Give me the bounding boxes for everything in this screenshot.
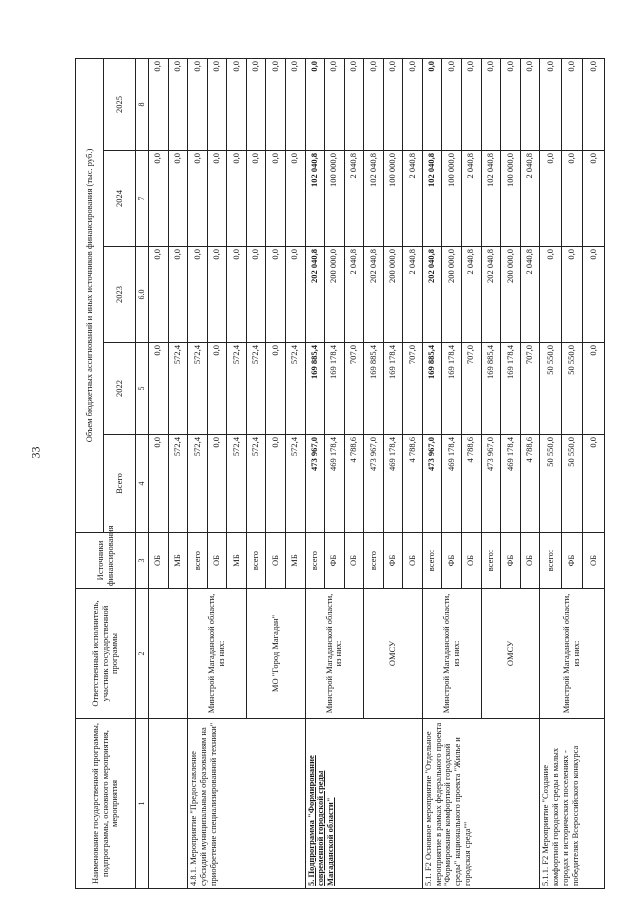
page-number: 33: [28, 446, 43, 459]
year-value-cell: 0,0: [149, 343, 169, 435]
column-index: 4: [136, 435, 149, 533]
total-value-cell: 469 178,4: [325, 435, 345, 533]
year-value-cell: 0,0: [207, 343, 227, 435]
year-value-cell: 2 040,8: [520, 247, 540, 343]
year-value-cell: 202 040,8: [364, 247, 384, 343]
total-value-cell: 50 550,0: [561, 435, 582, 533]
source-cell: ОБ: [520, 533, 540, 589]
total-value-cell: 0,0: [266, 435, 286, 533]
year-value-cell: 169 885,4: [305, 343, 325, 435]
total-value-cell: 469 178,4: [501, 435, 521, 533]
responsible-cell: ОМСУ: [481, 589, 540, 719]
source-cell: ОБ: [207, 533, 227, 589]
header-year: 2022: [104, 343, 136, 435]
year-value-cell: 0,0: [227, 247, 247, 343]
total-value-cell: 572,4: [246, 435, 266, 533]
year-value-cell: 0,0: [540, 58, 561, 150]
table-row: [188, 58, 208, 888]
total-value-cell: 4 788,6: [403, 435, 423, 533]
year-value-cell: 572,4: [168, 343, 188, 435]
table-row: [305, 58, 325, 888]
year-value-cell: 0,0: [266, 58, 286, 150]
year-value-cell: 200 000,0: [325, 247, 345, 343]
year-value-cell: 100 000,0: [442, 151, 462, 247]
source-cell: всего: [188, 533, 208, 589]
year-value-cell: 2 040,8: [462, 151, 482, 247]
column-index: 6.0: [136, 247, 149, 343]
source-cell: ФБ: [501, 533, 521, 589]
header-year: 2023: [104, 247, 136, 343]
year-value-cell: 169 178,4: [442, 343, 462, 435]
year-value-cell: 102 040,8: [305, 151, 325, 247]
year-value-cell: 0,0: [266, 247, 286, 343]
year-value-cell: 0,0: [561, 151, 582, 247]
year-value-cell: 0,0: [149, 58, 169, 150]
source-cell: ФБ: [442, 533, 462, 589]
table-row: [540, 58, 561, 888]
year-value-cell: 0,0: [561, 247, 582, 343]
program-name-cell: 5. Подпрограмма "Формирование современной городской среды Магаданской области": [305, 719, 422, 889]
year-value-cell: 0,0: [246, 247, 266, 343]
year-value-cell: 572,4: [246, 343, 266, 435]
year-value-cell: 0,0: [285, 58, 305, 150]
year-value-cell: 0,0: [403, 58, 423, 150]
year-value-cell: 707,0: [520, 343, 540, 435]
year-value-cell: 0,0: [188, 247, 208, 343]
year-value-cell: 0,0: [149, 247, 169, 343]
year-value-cell: 0,0: [583, 58, 605, 150]
year-value-cell: 100 000,0: [383, 151, 403, 247]
responsible-cell: [149, 589, 188, 719]
year-value-cell: 0,0: [383, 58, 403, 150]
year-value-cell: 0,0: [344, 58, 364, 150]
year-value-cell: 100 000,0: [501, 151, 521, 247]
year-value-cell: 707,0: [344, 343, 364, 435]
header-year: 2025: [104, 58, 136, 150]
source-cell: всего:: [422, 533, 442, 589]
column-index: 8: [136, 58, 149, 150]
year-value-cell: 0,0: [481, 58, 501, 150]
year-value-cell: 707,0: [462, 343, 482, 435]
year-value-cell: 169 885,4: [422, 343, 442, 435]
year-value-cell: 102 040,8: [364, 151, 384, 247]
program-name-cell: 5.1.1. F2 Мероприятие "Создание комфортной городской среды в малых городах и исторических поселениях - победителях Всероссийского конкурса: [540, 719, 605, 889]
responsible-cell: Минстрой Магаданской области, из них:: [422, 589, 481, 719]
column-index: 1: [136, 719, 149, 889]
year-value-cell: 202 040,8: [422, 247, 442, 343]
year-value-cell: 707,0: [403, 343, 423, 435]
year-value-cell: 2 040,8: [462, 247, 482, 343]
source-cell: всего: [305, 533, 325, 589]
year-value-cell: 0,0: [207, 151, 227, 247]
header-responsible: Ответственный исполнитель, участник государственной программы: [76, 589, 136, 719]
year-value-cell: 169 178,4: [325, 343, 345, 435]
year-value-cell: 572,4: [285, 343, 305, 435]
year-value-cell: 0,0: [246, 151, 266, 247]
source-cell: ФБ: [561, 533, 582, 589]
year-value-cell: 169 178,4: [383, 343, 403, 435]
year-value-cell: 200 000,0: [383, 247, 403, 343]
total-value-cell: 0,0: [583, 435, 605, 533]
year-value-cell: 0,0: [188, 151, 208, 247]
year-value-cell: 202 040,8: [481, 247, 501, 343]
year-value-cell: 0,0: [561, 58, 582, 150]
year-value-cell: 0,0: [364, 58, 384, 150]
year-value-cell: 0,0: [168, 151, 188, 247]
column-index: 5: [136, 343, 149, 435]
responsible-cell: МО "Город Магадан": [246, 589, 305, 719]
source-cell: ОБ: [344, 533, 364, 589]
year-value-cell: 2 040,8: [403, 247, 423, 343]
source-cell: всего: [364, 533, 384, 589]
year-value-cell: 0,0: [266, 151, 286, 247]
total-value-cell: 0,0: [149, 435, 169, 533]
year-value-cell: 2 040,8: [344, 247, 364, 343]
year-value-cell: 202 040,8: [305, 247, 325, 343]
header-total: Всего: [104, 435, 136, 533]
year-value-cell: 50 550,0: [540, 343, 561, 435]
source-cell: ОБ: [462, 533, 482, 589]
header-financing-group: Объем бюджетных ассигнований и иных источников финансирования (тыс. руб.): [76, 58, 104, 532]
year-value-cell: 572,4: [188, 343, 208, 435]
source-cell: МБ: [285, 533, 305, 589]
rotated-page-content: [75, 59, 605, 889]
column-index: 3: [136, 533, 149, 589]
year-value-cell: 0,0: [583, 151, 605, 247]
year-value-cell: 0,0: [285, 247, 305, 343]
responsible-cell: Минстрой Магаданской области, из них:: [188, 589, 247, 719]
total-value-cell: 4 788,6: [344, 435, 364, 533]
year-value-cell: 50 550,0: [561, 343, 582, 435]
header-year: 2024: [104, 151, 136, 247]
year-value-cell: 169 885,4: [481, 343, 501, 435]
responsible-cell: ОМСУ: [364, 589, 423, 719]
source-cell: всего: [246, 533, 266, 589]
year-value-cell: 0,0: [583, 247, 605, 343]
financing-table: [75, 58, 605, 889]
year-value-cell: 2 040,8: [520, 151, 540, 247]
year-value-cell: 200 000,0: [442, 247, 462, 343]
source-cell: ОБ: [266, 533, 286, 589]
total-value-cell: 4 788,6: [520, 435, 540, 533]
total-value-cell: 473 967,0: [364, 435, 384, 533]
year-value-cell: 0,0: [285, 151, 305, 247]
column-index: 7: [136, 151, 149, 247]
total-value-cell: 572,4: [168, 435, 188, 533]
year-value-cell: 169 178,4: [501, 343, 521, 435]
source-cell: ОБ: [149, 533, 169, 589]
total-value-cell: 572,4: [285, 435, 305, 533]
header-source: Источники финансирования: [76, 533, 136, 589]
responsible-cell: Минстрой Магаданской области, из них:: [305, 589, 364, 719]
table-row: [149, 58, 169, 888]
year-value-cell: 0,0: [188, 58, 208, 150]
source-cell: МБ: [168, 533, 188, 589]
total-value-cell: 50 550,0: [540, 435, 561, 533]
table-row: [422, 58, 442, 888]
total-value-cell: 469 178,4: [383, 435, 403, 533]
source-cell: ОБ: [403, 533, 423, 589]
year-value-cell: 0,0: [168, 58, 188, 150]
year-value-cell: 102 040,8: [422, 151, 442, 247]
year-value-cell: 0,0: [266, 343, 286, 435]
program-name-cell: 4.8.1. Мероприятие "Предоставление субсидий муниципальным образованиям на приобретение специализированной техники": [188, 719, 305, 889]
year-value-cell: 102 040,8: [481, 151, 501, 247]
source-cell: всего:: [481, 533, 501, 589]
year-value-cell: 0,0: [207, 247, 227, 343]
year-value-cell: 100 000,0: [325, 151, 345, 247]
year-value-cell: 0,0: [207, 58, 227, 150]
column-index-row: [136, 58, 149, 888]
source-cell: ФБ: [325, 533, 345, 589]
year-value-cell: 0,0: [583, 343, 605, 435]
total-value-cell: 473 967,0: [422, 435, 442, 533]
year-value-cell: 200 000,0: [501, 247, 521, 343]
source-cell: ФБ: [383, 533, 403, 589]
year-value-cell: 0,0: [246, 58, 266, 150]
total-value-cell: 473 967,0: [481, 435, 501, 533]
year-value-cell: 0,0: [227, 151, 247, 247]
year-value-cell: 169 885,4: [364, 343, 384, 435]
source-cell: ОБ: [583, 533, 605, 589]
source-cell: всего:: [540, 533, 561, 589]
year-value-cell: 2 040,8: [403, 151, 423, 247]
year-value-cell: 0,0: [462, 58, 482, 150]
year-value-cell: 0,0: [149, 151, 169, 247]
total-value-cell: 572,4: [227, 435, 247, 533]
source-cell: МБ: [227, 533, 247, 589]
year-value-cell: 2 040,8: [344, 151, 364, 247]
year-value-cell: 0,0: [442, 58, 462, 150]
program-name-cell: [149, 719, 188, 889]
year-value-cell: 0,0: [305, 58, 325, 150]
year-value-cell: 0,0: [168, 247, 188, 343]
total-value-cell: 4 788,6: [462, 435, 482, 533]
year-value-cell: 572,4: [227, 343, 247, 435]
responsible-cell: Минстрой Магаданской области, из них:: [540, 589, 605, 719]
total-value-cell: 572,4: [188, 435, 208, 533]
year-value-cell: 0,0: [227, 58, 247, 150]
year-value-cell: 0,0: [501, 58, 521, 150]
year-value-cell: 0,0: [520, 58, 540, 150]
year-value-cell: 0,0: [540, 151, 561, 247]
total-value-cell: 473 967,0: [305, 435, 325, 533]
total-value-cell: 469 178,4: [442, 435, 462, 533]
header-name: Наименование государственной программы, подпрограммы, основного мероприятия, мероприятия: [76, 719, 136, 889]
column-index: 2: [136, 589, 149, 719]
year-value-cell: 0,0: [422, 58, 442, 150]
year-value-cell: 0,0: [325, 58, 345, 150]
program-name-cell: 5.1. F2 Основное мероприятие "Отдельное мероприятие в рамках федерального проекта "Формирование комфортной городской среды" национального проекта "Жилье и городская среда"": [422, 719, 539, 889]
total-value-cell: 0,0: [207, 435, 227, 533]
year-value-cell: 0,0: [540, 247, 561, 343]
